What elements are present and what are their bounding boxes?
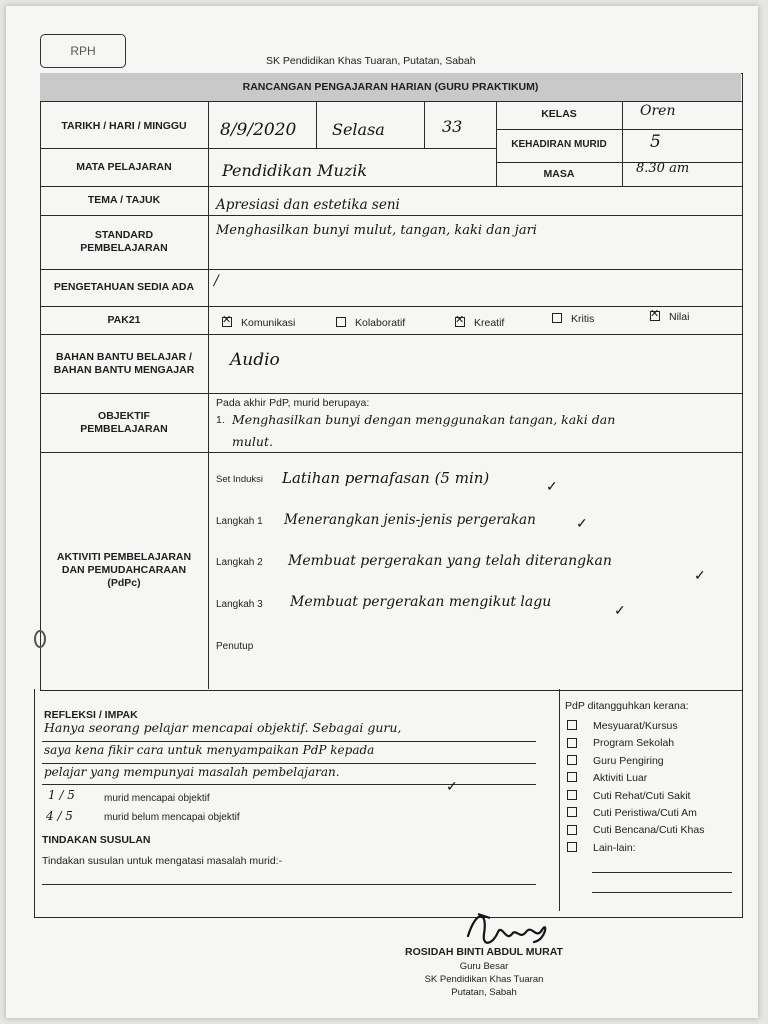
langkah1-label: Langkah 1 xyxy=(216,516,263,527)
check-mark-icon: ✓ xyxy=(546,478,558,494)
pak21-kritis[interactable] xyxy=(552,313,594,325)
row-divider xyxy=(40,101,742,102)
label-pak21: PAK21 xyxy=(107,313,141,326)
refleksi-line3: pelajar yang mempunyai masalah pembelajaran. xyxy=(44,765,340,779)
label-kelas: KELAS xyxy=(541,108,577,120)
pak21-label: Nilai xyxy=(669,311,690,323)
objektif-line2: mulut. xyxy=(232,434,273,449)
value-pengetahuan: / xyxy=(214,273,219,289)
label-aktiviti: AKTIVITI PEMBELAJARAN DAN PEMUDAHCARAAN (PdPc) xyxy=(56,551,192,589)
col-divider xyxy=(208,101,209,689)
value-minggu: 33 xyxy=(442,117,463,136)
checkbox-icon xyxy=(567,790,577,800)
signature-role: Guru Besar xyxy=(459,961,509,972)
pak21-label: Kolaboratif xyxy=(355,317,406,329)
label-standard: STANDARD PEMBELAJARAN xyxy=(80,229,168,254)
col-divider xyxy=(424,101,425,148)
rph-label-box xyxy=(40,34,126,68)
pdp-reason-label: Cuti Rehat/Cuti Sakit xyxy=(593,789,691,802)
pdp-reason-item[interactable] xyxy=(567,737,704,754)
pdp-reason-item[interactable] xyxy=(567,790,704,807)
checkbox-icon xyxy=(567,738,577,748)
check-mark-icon: ✓ xyxy=(576,515,588,531)
pdp-reason-label: Program Sekolah xyxy=(593,737,675,750)
row-divider xyxy=(496,162,742,163)
pak21-label: Kritis xyxy=(571,313,595,325)
school-name: SK Pendidikan Khas Tuaran, Putatan, Sabah xyxy=(266,55,476,67)
check-mark-icon: ✓ xyxy=(446,778,458,794)
writing-line xyxy=(592,892,732,893)
set-induksi-value: Latihan pernafasan (5 min) xyxy=(282,469,490,487)
label-pengetahuan: PENGETAHUAN SEDIA ADA xyxy=(53,281,195,293)
pdp-reason-label: Aktiviti Luar xyxy=(593,772,648,785)
value-kehadiran: 5 xyxy=(650,132,661,152)
checkbox-icon xyxy=(222,317,232,327)
checkbox-icon xyxy=(650,311,660,321)
pdp-reason-item[interactable] xyxy=(567,842,704,859)
row-divider xyxy=(496,129,742,130)
col-divider xyxy=(559,689,560,911)
pdp-reason-item[interactable] xyxy=(567,755,704,772)
check-mark-icon: ✓ xyxy=(614,602,626,618)
writing-line xyxy=(592,872,732,873)
check-mark-icon: ✓ xyxy=(694,567,706,583)
label-objektif: OBJEKTIF PEMBELAJARAN xyxy=(80,409,168,435)
checkbox-icon xyxy=(567,807,577,817)
pak21-label: Komunikasi xyxy=(241,317,296,329)
checkbox-icon xyxy=(567,755,577,765)
pak21-label: Kreatif xyxy=(474,317,505,329)
checkbox-icon xyxy=(567,842,577,852)
pdp-reason-item[interactable] xyxy=(567,720,704,737)
label-mata-pelajaran: MATA PELAJARAN xyxy=(76,160,172,173)
pdp-reason-label: Guru Pengiring xyxy=(593,754,664,767)
value-tarikh: 8/9/2020 xyxy=(220,120,297,140)
value-tema: Apresiasi dan estetika seni xyxy=(216,197,400,213)
checkbox-icon xyxy=(567,720,577,730)
writing-line xyxy=(42,884,536,885)
value-hari: Selasa xyxy=(332,120,385,139)
pdp-reason-label: Cuti Bencana/Cuti Khas xyxy=(593,824,705,837)
label-bahan: BAHAN BANTU BELAJAR / BAHAN BANTU MENGAJAR xyxy=(53,350,195,376)
pdp-reason-list xyxy=(567,720,704,859)
value-masa: 8.30 am xyxy=(636,161,690,176)
langkah1-value: Menerangkan jenis-jenis pergerakan xyxy=(284,512,536,528)
pak21-nilai[interactable] xyxy=(650,311,689,323)
objektif-number: 1. xyxy=(216,414,225,426)
capai-text: murid mencapai objektif xyxy=(104,793,210,804)
checkbox-icon xyxy=(336,317,346,327)
punch-hole-mark xyxy=(34,630,46,648)
penutup-label: Penutup xyxy=(216,641,254,652)
checkbox-icon xyxy=(455,317,465,327)
langkah2-label: Langkah 2 xyxy=(216,557,263,568)
label-tarikh: TARIKH / HARI / MINGGU xyxy=(61,119,187,132)
writing-line xyxy=(42,784,536,785)
checkbox-icon xyxy=(567,825,577,835)
tindakan-text: Tindakan susulan untuk mengatasi masalah murid:- xyxy=(42,855,283,867)
checkbox-icon xyxy=(567,772,577,782)
pdp-reason-label: Lain-lain: xyxy=(593,841,636,854)
pdp-reason-item[interactable] xyxy=(567,807,704,824)
refleksi-line1: Hanya seorang pelajar mencapai objektif. Sebagai guru, xyxy=(44,720,402,735)
tindakan-label: TINDAKAN SUSULAN xyxy=(42,834,151,846)
belum-text: murid belum mencapai objektif xyxy=(104,812,240,823)
signature-name: ROSIDAH BINTI ABDUL MURAT xyxy=(405,946,563,958)
belum-count: 4 / 5 xyxy=(46,809,73,823)
pak21-komunikasi[interactable] xyxy=(222,317,295,329)
refleksi-line2: saya kena fikir cara untuk menyampaikan PdP kepada xyxy=(44,743,375,757)
refleksi-label: REFLEKSI / IMPAK xyxy=(44,709,138,721)
pdp-reason-label: Mesyuarat/Kursus xyxy=(593,720,678,732)
pak21-kreatif[interactable] xyxy=(455,317,504,329)
pdp-reason-label: Cuti Peristiwa/Cuti Am xyxy=(593,806,697,819)
writing-line xyxy=(42,741,536,742)
form-title: RANCANGAN PENGAJARAN HARIAN (GURU PRAKTIKUM) xyxy=(40,73,741,101)
writing-line xyxy=(42,763,536,764)
col-divider xyxy=(316,101,317,148)
langkah3-value: Membuat pergerakan mengikut lagu xyxy=(290,594,552,610)
langkah2-value: Membuat pergerakan yang telah diterangkan xyxy=(288,553,612,569)
signature-place: Putatan, Sabah xyxy=(451,987,517,998)
label-tema: TEMA / TAJUK xyxy=(87,194,161,206)
checkbox-icon xyxy=(552,313,562,323)
value-bahan: Audio xyxy=(230,350,280,370)
signature-school: SK Pendidikan Khas Tuaran xyxy=(424,974,544,985)
pak21-kolaboratif[interactable] xyxy=(336,317,405,329)
pdp-reason-item[interactable] xyxy=(567,772,704,789)
value-mata-pelajaran: Pendidikan Muzik xyxy=(222,161,368,180)
pdp-title: PdP ditangguhkan kerana: xyxy=(565,700,689,712)
value-standard: Menghasilkan bunyi mulut, tangan, kaki dan jari xyxy=(216,223,537,238)
objektif-intro: Pada akhir PdP, murid berupaya: xyxy=(216,397,370,409)
label-kehadiran: KEHADIRAN MURID xyxy=(511,139,607,150)
objektif-line1: Menghasilkan bunyi dengan menggunakan tangan, kaki dan xyxy=(232,412,616,427)
value-kelas: Oren xyxy=(640,103,676,119)
rph-label: RPH xyxy=(70,44,96,58)
langkah3-label: Langkah 3 xyxy=(216,599,263,610)
col-divider xyxy=(622,101,623,186)
capai-count: 1 / 5 xyxy=(48,788,75,802)
label-masa: MASA xyxy=(543,168,575,180)
set-induksi-label: Set Induksi xyxy=(216,474,263,485)
pdp-reason-item[interactable] xyxy=(567,824,704,841)
